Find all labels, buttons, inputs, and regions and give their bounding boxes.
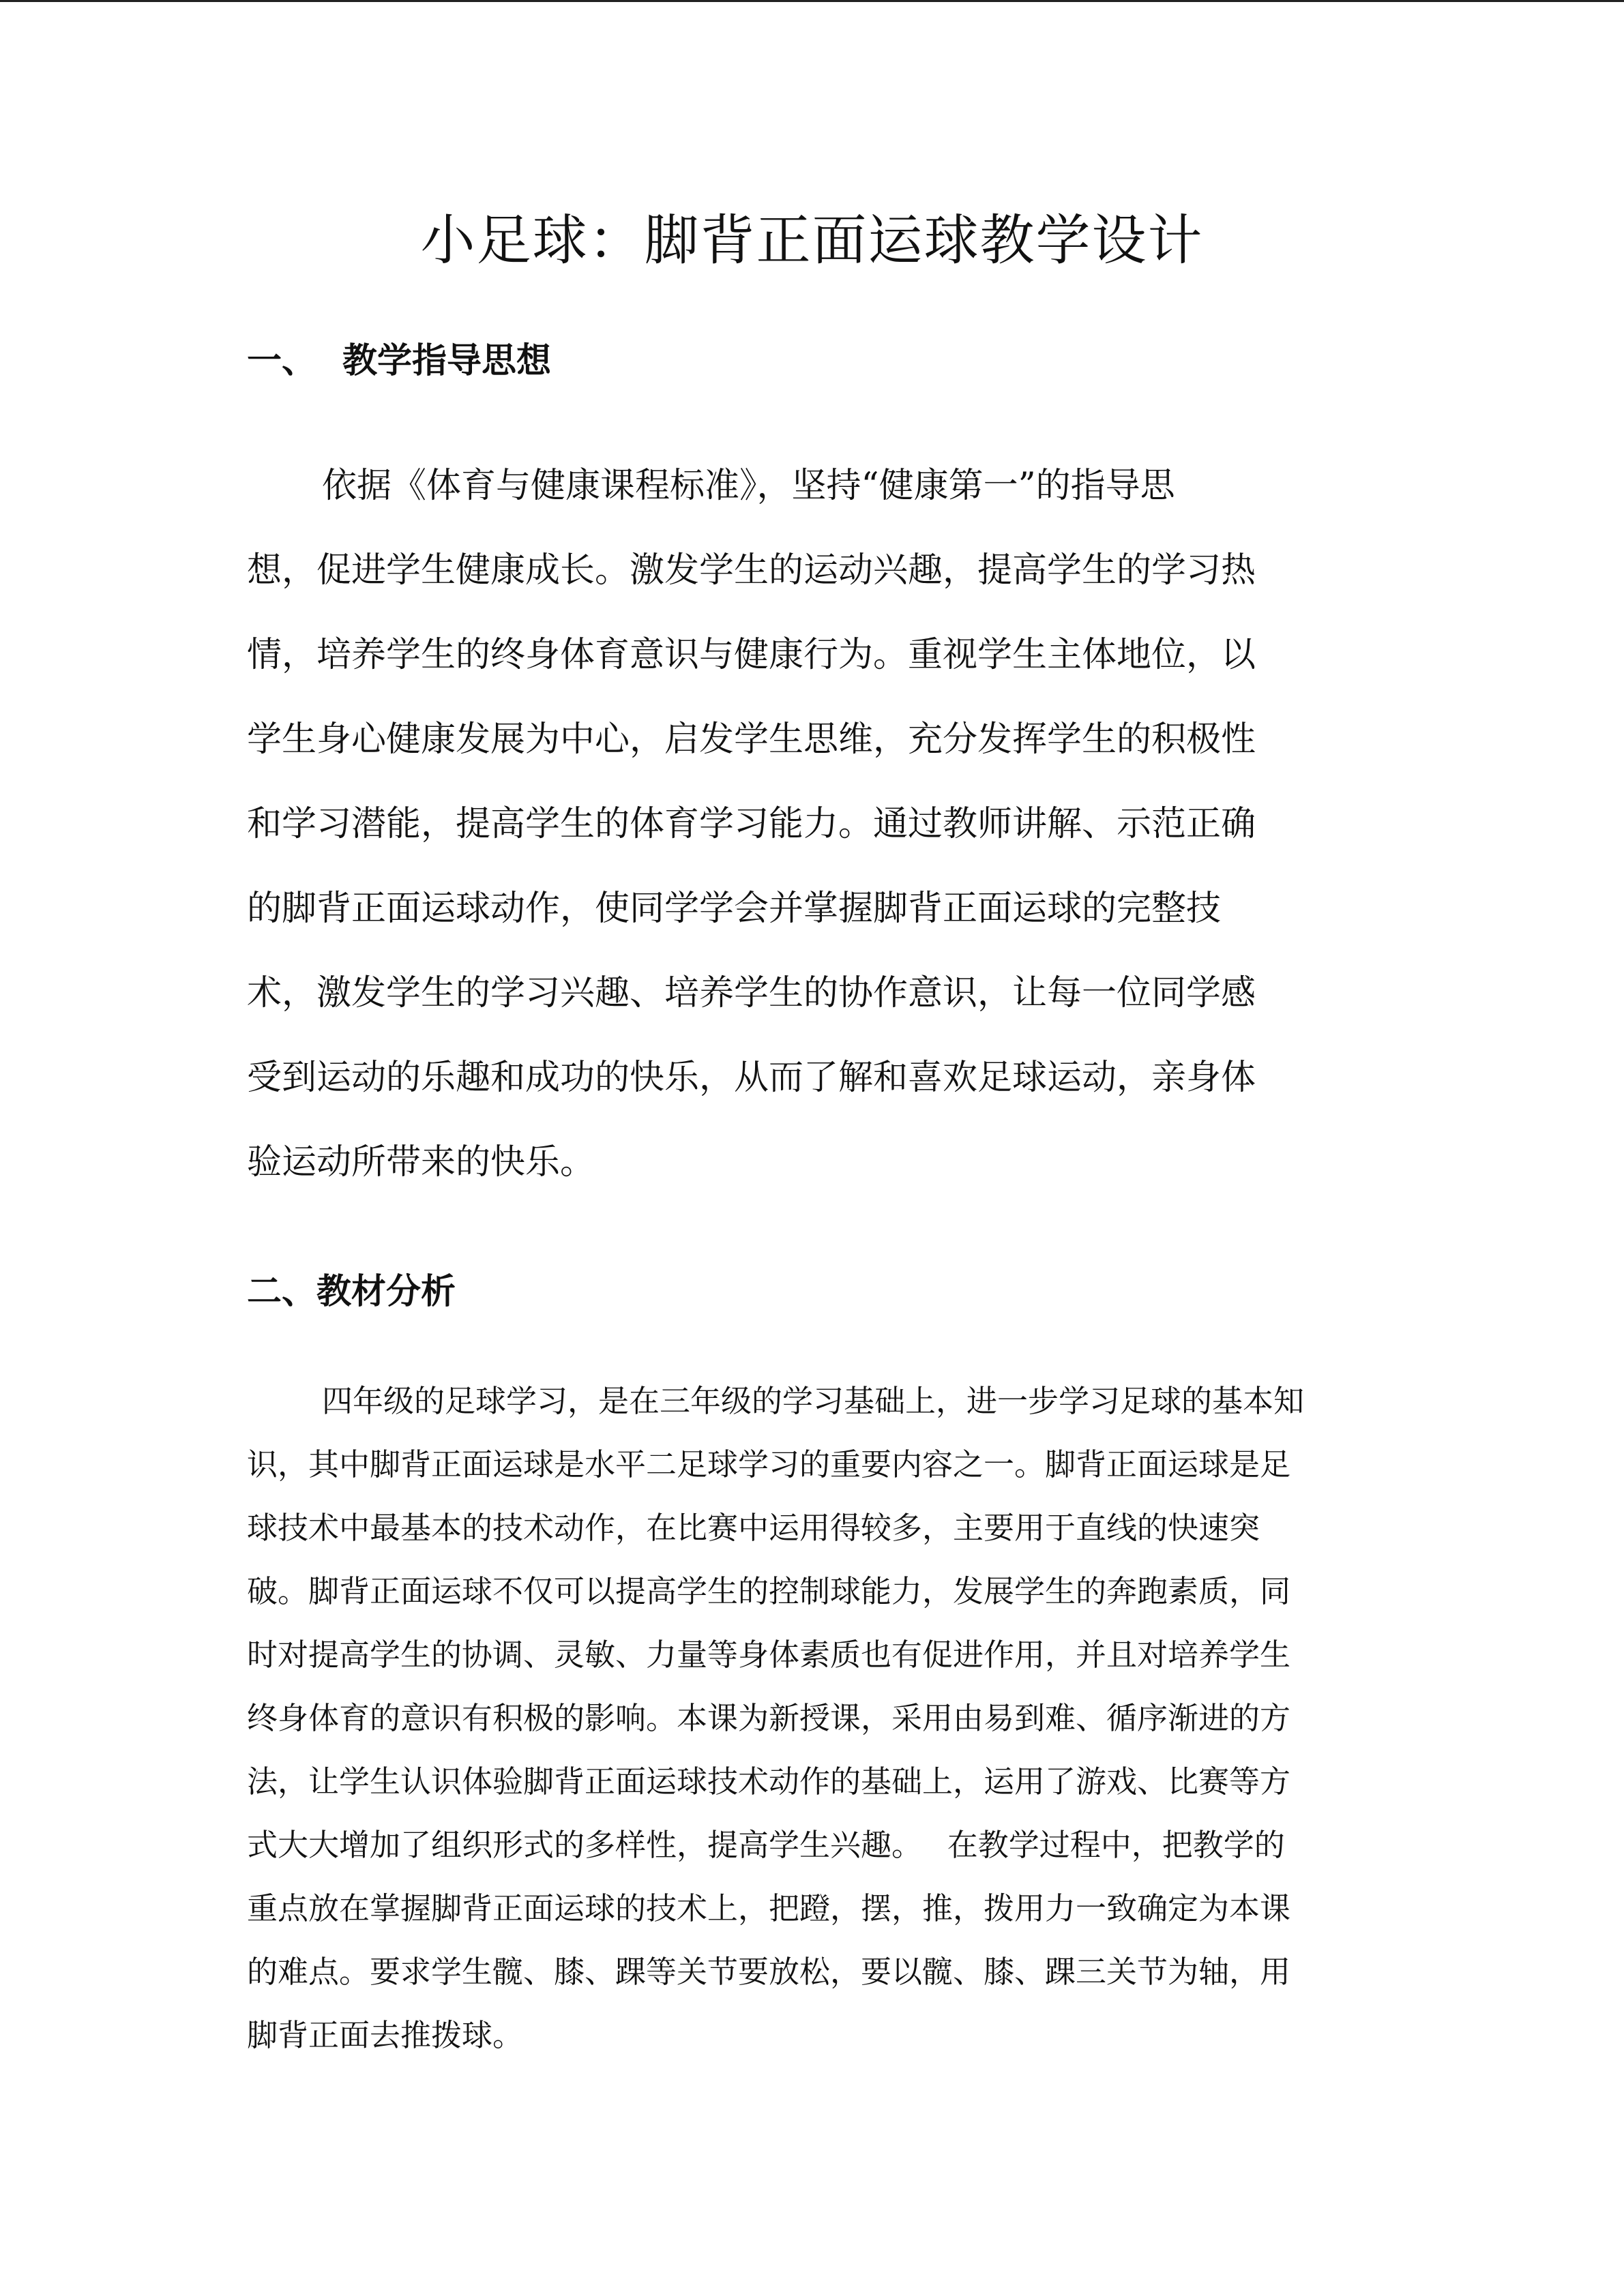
section-heading-1 [247, 338, 551, 385]
paragraph-line: 验运动所带来的快乐。 [247, 1142, 595, 1182]
section-number-2: 二、 [247, 1272, 317, 1312]
paragraph-line: 终身体育的意识有积极的影响。本课为新授课，采用由易到难、循序渐进的方 [247, 1700, 1291, 1736]
paragraph-line: 识，其中脚背正面运球是水平二足球学习的重要内容之一。脚背正面运球是足 [247, 1446, 1291, 1482]
paragraph-line: 依据《体育与健康课程标准》，坚持“健康第一”的指导思 [322, 466, 1175, 506]
top-border-line [0, 0, 1624, 2]
paragraph-line: 四年级的足球学习，是在三年级的学习基础上，进一步学习足球的基本知 [322, 1383, 1305, 1419]
paragraph-line: 时对提高学生的协调、灵敏、力量等身体素质也有促进作用，并且对培养学生 [247, 1637, 1291, 1673]
paragraph-line: 的脚背正面运球动作，使同学学会并掌握脚背正面运球的完整技 [247, 889, 1222, 929]
section-title-1: 教学指导思想 [342, 341, 552, 381]
paragraph-line: 和学习潜能，提高学生的体育学习能力。通过教师讲解、示范正确 [247, 804, 1256, 844]
section-2-paragraph [247, 1377, 1379, 2075]
paragraph-line: 学生身心健康发展为中心，启发学生思维，充分发挥学生的积极性 [247, 719, 1256, 760]
paragraph-line: 式大大增加了组织形式的多样性，提高学生兴趣。 在教学过程中，把教学的 [247, 1827, 1285, 1863]
document-title: 小足球：脚背正面运球教学设计 [420, 209, 1204, 272]
paragraph-line: 法，让学生认识体验脚背正面运球技术动作的基础上，运用了游戏、比赛等方 [247, 1763, 1291, 1800]
paragraph-line: 重点放在掌握脚背正面运球的技术上，把蹬，摆，推，拨用力一致确定为本课 [247, 1890, 1291, 1926]
section-1-paragraph [247, 459, 1379, 1220]
paragraph-line: 情，培养学生的终身体育意识与健康行为。重视学生主体地位，以 [247, 635, 1256, 675]
section-number-1: 一、 [247, 341, 317, 381]
section-heading-2 [247, 1268, 456, 1316]
paragraph-line: 脚背正面去推拨球。 [247, 2017, 524, 2053]
paragraph-line: 破。脚背正面运球不仅可以提高学生的控制球能力，发展学生的奔跑素质，同 [247, 1573, 1291, 1609]
paragraph-line: 想，促进学生健康成长。激发学生的运动兴趣，提高学生的学习热 [247, 550, 1256, 591]
paragraph-line: 受到运动的乐趣和成功的快乐，从而了解和喜欢足球运动，亲身体 [247, 1058, 1256, 1098]
paragraph-line: 球技术中最基本的技术动作，在比赛中运用得较多，主要用于直线的快速突 [247, 1510, 1260, 1546]
paragraph-line: 术，激发学生的学习兴趣、培养学生的协作意识，让每一位同学感 [247, 973, 1256, 1013]
paragraph-line: 的难点。要求学生髋、膝、踝等关节要放松，要以髋、膝、踝三关节为轴，用 [247, 1954, 1291, 1990]
section-title-2: 教材分析 [316, 1272, 456, 1312]
